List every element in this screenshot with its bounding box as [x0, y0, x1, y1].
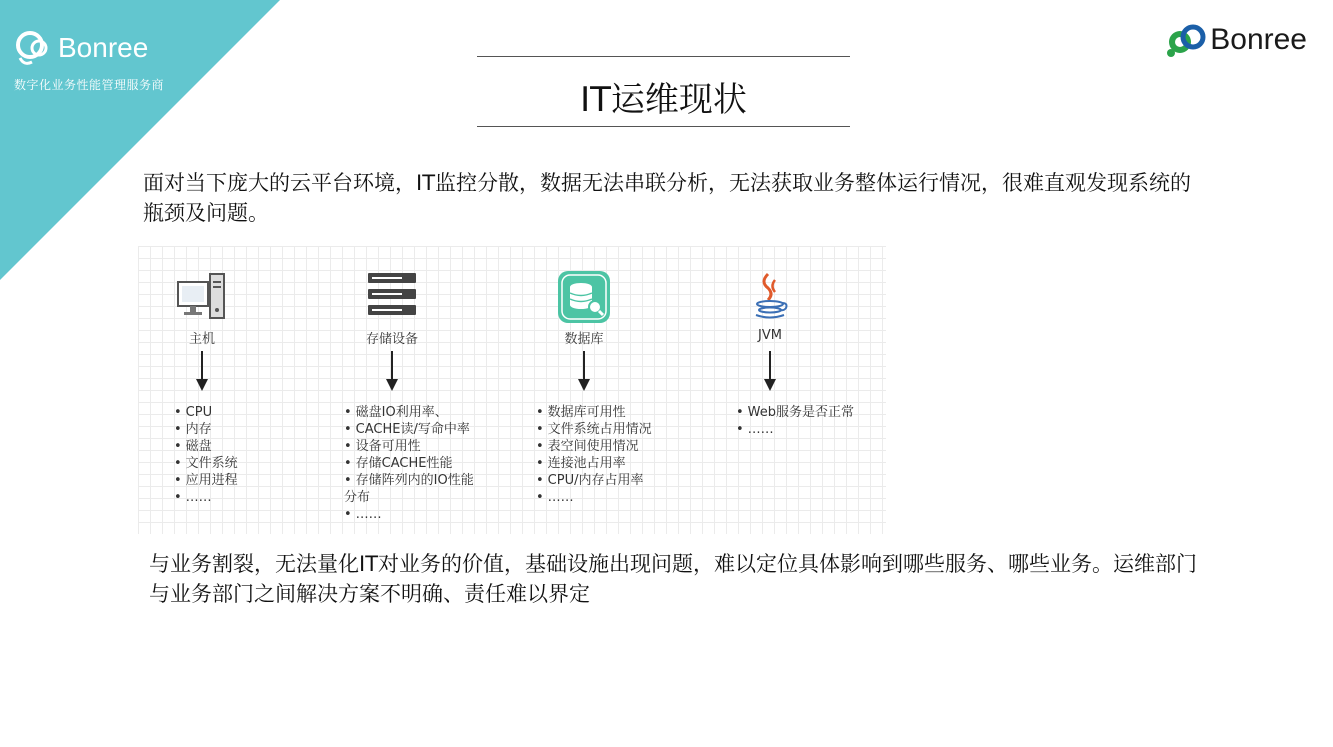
- list-item: • 文件系统占用情况: [536, 421, 652, 438]
- java-icon: [680, 270, 860, 322]
- list-item: • CPU/内存占用率: [536, 472, 652, 489]
- storage-rack-icon: [302, 270, 482, 318]
- list-item: • Web服务是否正常: [736, 404, 854, 421]
- bonree-logo-icon: [14, 28, 54, 68]
- corner-tagline: 数字化业务性能管理服务商: [14, 78, 165, 92]
- page-title: IT运维现状: [580, 80, 747, 120]
- list-item: • 内存: [174, 421, 238, 438]
- diagram-column-database: [494, 246, 674, 534]
- title-rule-bottom: [477, 126, 850, 127]
- list-item: • ……: [344, 506, 482, 523]
- list-item: • 数据库可用性: [536, 404, 652, 421]
- corner-logo: [14, 28, 148, 68]
- column-label: 存储设备: [365, 332, 418, 347]
- column-items: [536, 404, 652, 506]
- list-item: • 磁盘IO利用率、: [344, 404, 482, 421]
- title-rule-top: [477, 56, 850, 57]
- list-item: • 磁盘: [174, 438, 238, 455]
- list-item: • 连接池占用率: [536, 455, 652, 472]
- conclusion-paragraph: 与业务割裂，无法量化IT对业务的价值，基础设施出现问题，难以定位具体影响到哪些服务、哪些业务。运维部门与业务部门之间解决方案不明确、责任难以界定: [149, 552, 1198, 606]
- brand-logo: [1164, 20, 1307, 60]
- column-label: JVM: [758, 328, 782, 343]
- down-arrow-icon: [112, 351, 292, 391]
- bonree-brand-icon: [1164, 20, 1208, 60]
- list-item: • ……: [536, 489, 652, 506]
- corner-logo-text: Bonree: [58, 32, 149, 63]
- list-item: • ……: [174, 489, 238, 506]
- diagram-column-storage: [302, 246, 482, 534]
- list-item: • 设备可用性: [344, 438, 482, 455]
- database-icon: [494, 270, 674, 324]
- column-items: [174, 404, 238, 506]
- down-arrow-icon: [494, 351, 674, 391]
- column-items: [344, 404, 482, 523]
- brand-logo-text: Bonree: [1210, 23, 1307, 56]
- down-arrow-icon: [680, 351, 860, 391]
- monitoring-diagram: [138, 246, 886, 534]
- list-item: • CPU: [174, 404, 238, 421]
- diagram-column-host: [112, 246, 292, 534]
- intro-paragraph: 面对当下庞大的云平台环境，IT监控分散，数据无法串联分析，无法获取业务整体运行情况，很难直观发现系统的瓶颈及问题。: [143, 171, 1192, 225]
- list-item: • 存储CACHE性能: [344, 455, 482, 472]
- list-item: • CACHE读/写命中率: [344, 421, 482, 438]
- column-label: 主机: [188, 332, 215, 347]
- list-item: • 文件系统: [174, 455, 238, 472]
- column-label: 数据库: [564, 332, 604, 347]
- down-arrow-icon: [302, 351, 482, 391]
- list-item: • ……: [736, 421, 854, 438]
- column-items: [736, 404, 854, 438]
- diagram-column-jvm: [680, 246, 860, 534]
- list-item: • 应用进程: [174, 472, 238, 489]
- server-pc-icon: [112, 270, 292, 322]
- list-item: • 存储阵列内的IO性能分布: [344, 472, 482, 506]
- list-item: • 表空间使用情况: [536, 438, 652, 455]
